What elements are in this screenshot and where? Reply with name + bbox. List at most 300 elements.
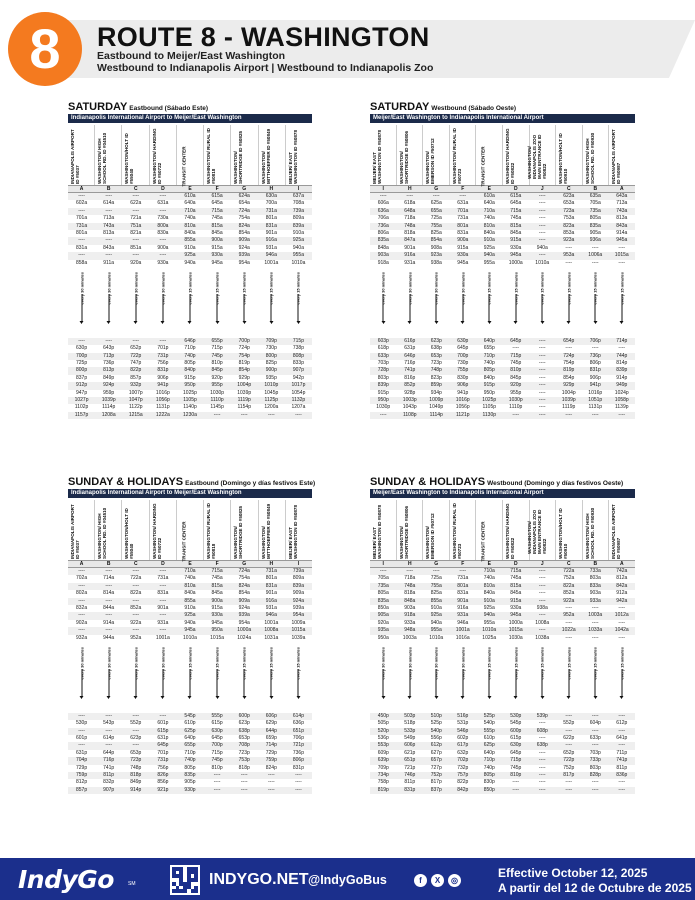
- time-cell: 758p: [377, 779, 389, 786]
- time-cell: 901a: [457, 597, 469, 604]
- time-cell: 930a: [157, 259, 169, 266]
- time-cell: ----: [132, 568, 140, 574]
- frequency-column: [68, 270, 95, 336]
- time-cell: 705a: [377, 575, 389, 582]
- time-cell: 715a: [211, 568, 223, 574]
- time-cell: 713a: [616, 200, 628, 207]
- stop-letter: I: [297, 186, 300, 192]
- time-cell: 850a: [377, 604, 389, 611]
- time-cell: 1131p: [156, 404, 170, 411]
- time-cell: 803p: [589, 764, 601, 771]
- time-cell: 924p: [103, 382, 115, 389]
- time-cell: 701a: [75, 215, 88, 222]
- time-cell: 1110p: [210, 397, 224, 404]
- time-cell: 940a: [483, 612, 495, 619]
- time-cell: 657p: [430, 757, 442, 764]
- time-cell: 654p: [563, 337, 575, 344]
- time-cell: 900p: [265, 367, 277, 374]
- stop-name: TRANSIT CENTER: [181, 146, 187, 187]
- time-cell: ----: [105, 337, 112, 344]
- time-cell: 939a: [292, 604, 304, 611]
- time-cell: ----: [132, 612, 140, 619]
- time-cell: 940a: [184, 259, 196, 266]
- frequency-column: [285, 645, 312, 711]
- stop-header: [526, 500, 556, 560]
- time-cell: ----: [295, 786, 302, 793]
- time-cell: 828p: [589, 772, 601, 779]
- time-cell: 823a: [563, 222, 575, 229]
- table-row: [68, 230, 312, 237]
- table-row: [68, 397, 312, 404]
- time-cell: ----: [538, 575, 546, 582]
- time-cell: 608p: [536, 727, 548, 734]
- time-cell: 1039p: [561, 397, 576, 404]
- time-cell: 1001a: [455, 627, 470, 634]
- time-cell: ----: [538, 582, 546, 589]
- down-arrow-icon: [135, 669, 136, 697]
- time-cell: 852a: [130, 604, 142, 611]
- table-row: [68, 568, 312, 575]
- table-row: [370, 237, 635, 244]
- time-cell: ----: [105, 727, 112, 734]
- time-cell: ----: [267, 786, 275, 793]
- time-cell: 653p: [238, 735, 250, 742]
- stop-letter: D: [513, 561, 518, 567]
- website-link[interactable]: INDYGO.NET: [209, 871, 309, 888]
- time-cell: ----: [295, 411, 302, 418]
- time-cell: 819p: [377, 786, 389, 793]
- time-cell: 805a: [377, 590, 389, 597]
- time-cell: 722p: [563, 757, 575, 764]
- time-cell: ----: [565, 604, 573, 611]
- time-cell: 734p: [377, 772, 389, 779]
- stop-header: [203, 125, 230, 185]
- table-row: [68, 590, 312, 597]
- table-row: [370, 382, 635, 389]
- stop-name: INDIANAPOLIS AIRPORT ID #50987: [611, 129, 622, 184]
- time-cell: 930a: [211, 612, 223, 619]
- time-cell: 809a: [292, 575, 304, 582]
- time-cell: 645a: [211, 200, 223, 207]
- table-row: [370, 765, 635, 772]
- stop-letter: G: [434, 186, 439, 192]
- time-rows: [370, 338, 635, 419]
- down-arrow-icon: [271, 669, 272, 697]
- down-arrow-icon: [436, 669, 437, 697]
- stop-header: [475, 500, 502, 560]
- table-row: [370, 713, 635, 720]
- time-cell: 805p: [184, 360, 196, 367]
- time-cell: 655p: [184, 742, 196, 749]
- table-row: [68, 237, 312, 244]
- time-cell: 718a: [404, 575, 416, 582]
- time-cell: ----: [78, 207, 85, 214]
- time-cell: ----: [618, 712, 626, 719]
- time-cell: 740a: [483, 215, 495, 222]
- time-cell: 701p: [157, 345, 169, 352]
- time-cell: 858a: [75, 259, 88, 266]
- table-row: [370, 367, 635, 374]
- time-cell: 622a: [130, 200, 142, 207]
- time-cell: ----: [159, 612, 167, 619]
- time-cell: 646p: [184, 337, 196, 344]
- time-cell: 832p: [103, 779, 115, 786]
- time-cell: ----: [538, 389, 546, 396]
- stop-header: [68, 125, 94, 185]
- stop-header: [285, 500, 312, 560]
- time-cell: ----: [565, 727, 573, 734]
- stop-name: MEIJER/ EAST WASHINGTON ID #50878: [372, 129, 382, 184]
- stop-letter: I: [382, 561, 384, 567]
- time-cell: 955p: [510, 389, 522, 396]
- table-row: [68, 412, 312, 419]
- time-cell: 610a: [483, 193, 495, 199]
- time-cell: 630p: [211, 727, 223, 734]
- table-row: [370, 598, 635, 605]
- time-cell: 831p: [404, 786, 416, 793]
- time-cell: 802a: [75, 590, 88, 597]
- time-cell: 801a: [457, 582, 469, 589]
- time-cell: ----: [213, 786, 221, 793]
- frequency-label: every 15 minutes: [619, 646, 625, 680]
- stop-name: INDIANAPOLIS AIRPORT ID #5037: [70, 129, 80, 184]
- time-cell: 530p: [510, 712, 522, 719]
- time-cell: ----: [565, 619, 573, 626]
- time-cell: 952a: [130, 634, 142, 641]
- time-cell: 1145p: [210, 404, 224, 411]
- frequency-label: every 15 minutes: [592, 271, 598, 305]
- stop-headers: [68, 500, 312, 560]
- time-cell: 925a: [430, 612, 442, 619]
- table-row: [68, 245, 312, 252]
- time-cell: ----: [565, 712, 573, 719]
- time-cell: 910a: [430, 604, 442, 611]
- time-cell: 615p: [510, 735, 522, 742]
- time-cell: ----: [78, 612, 85, 619]
- x-icon[interactable]: X: [431, 874, 444, 887]
- frequency-label: every 15 minutes: [268, 271, 274, 305]
- frequency-column: [370, 645, 397, 711]
- time-cell: 723p: [130, 757, 142, 764]
- time-cell: 845a: [211, 590, 223, 597]
- time-cell: 831a: [457, 590, 469, 597]
- time-cell: 731p: [157, 352, 169, 359]
- frequency-block: [370, 645, 635, 711]
- time-cell: 1222a: [155, 411, 170, 418]
- time-cell: ----: [159, 193, 167, 199]
- frequency-label: every 15 minutes: [566, 271, 572, 305]
- time-cell: 741p: [404, 367, 416, 374]
- table-row: [370, 575, 635, 582]
- time-cell: 644p: [103, 749, 115, 756]
- stop-letter: J: [540, 186, 544, 192]
- stop-letter: B: [593, 186, 598, 192]
- time-cell: 1016p: [455, 397, 470, 404]
- time-cell: 1008a: [264, 627, 279, 634]
- time-cell: 602a: [75, 200, 88, 207]
- time-cell: 1003a: [588, 612, 603, 619]
- time-cell: 945a: [211, 619, 223, 626]
- table-row: [370, 787, 635, 794]
- time-cell: 745p: [211, 757, 223, 764]
- time-cell: 652p: [563, 749, 575, 756]
- time-cell: 814a: [103, 590, 115, 597]
- time-cell: 1047p: [128, 397, 143, 404]
- stop-name: WASHINGTON/ HIGH SCHOOL RD. ID #04510: [97, 132, 108, 184]
- stop-letter: G: [434, 561, 439, 567]
- time-cell: 950a: [211, 627, 223, 634]
- time-cell: 745a: [510, 575, 522, 582]
- table-row: [370, 345, 635, 352]
- time-cell: 631a: [157, 200, 169, 207]
- time-cell: ----: [105, 712, 112, 719]
- time-cell: 655a: [430, 207, 442, 214]
- down-arrow-icon: [621, 294, 622, 322]
- time-cell: ----: [538, 207, 546, 214]
- time-cell: 840p: [483, 374, 495, 381]
- time-cell: 817p: [563, 772, 575, 779]
- time-cell: 933a: [404, 619, 416, 626]
- table-row: [370, 742, 635, 749]
- time-cell: 615p: [211, 720, 223, 727]
- time-cell: 713a: [103, 215, 115, 222]
- time-cell: ----: [267, 779, 275, 786]
- table-row: [370, 260, 635, 267]
- time-cell: 900a: [211, 597, 223, 604]
- down-arrow-icon: [162, 294, 163, 322]
- time-cell: 645a: [510, 200, 522, 207]
- down-arrow-icon: [462, 294, 463, 322]
- time-cell: 724p: [563, 352, 575, 359]
- time-cell: 709p: [265, 337, 277, 344]
- stop-letter: H: [269, 186, 274, 192]
- stop-header: [258, 500, 285, 560]
- time-cell: 740p: [184, 352, 196, 359]
- time-cell: ----: [159, 627, 167, 634]
- time-cell: ----: [105, 237, 112, 244]
- time-cell: 724p: [238, 345, 250, 352]
- time-cell: 815a: [510, 582, 522, 589]
- time-cell: 822p: [130, 367, 142, 374]
- time-cell: 854a: [430, 237, 442, 244]
- time-cell: 936a: [589, 237, 601, 244]
- time-cell: 825a: [430, 590, 442, 597]
- table-row: [68, 200, 312, 207]
- time-cell: ----: [159, 237, 167, 244]
- time-cell: 1016p: [588, 389, 603, 396]
- social-handle[interactable]: @IndyGoBus: [308, 873, 387, 887]
- time-cell: 939a: [238, 612, 250, 619]
- stop-name: WASHINGTON/ HIGH SCHOOL RD. ID #50930: [584, 507, 595, 559]
- time-cell: 645p: [157, 742, 169, 749]
- time-cell: 806p: [292, 757, 304, 764]
- time-cell: 922a: [563, 597, 575, 604]
- time-cell: ----: [538, 200, 546, 207]
- frequency-column: [529, 270, 556, 336]
- time-cell: ----: [538, 215, 546, 222]
- frequency-label: every 15 minutes: [539, 646, 545, 680]
- frequency-block: [370, 270, 635, 336]
- time-cell: 939a: [238, 252, 250, 259]
- time-cell: 716p: [404, 360, 416, 367]
- time-cell: 729p: [265, 749, 277, 756]
- time-cell: ----: [591, 244, 599, 251]
- facebook-icon[interactable]: f: [414, 874, 427, 887]
- time-cell: ----: [565, 259, 573, 266]
- time-cell: 906p: [457, 382, 469, 389]
- time-cell: ----: [132, 237, 140, 244]
- time-cell: 624a: [238, 193, 250, 199]
- frequency-label: every 15 minutes: [513, 646, 519, 680]
- down-arrow-icon: [244, 669, 245, 697]
- time-cell: 821a: [130, 229, 142, 236]
- frequency-label: every 15 minutes: [619, 271, 625, 305]
- time-cell: 740p: [483, 360, 495, 367]
- stop-header: [176, 125, 203, 185]
- time-cell: 932a: [75, 634, 88, 641]
- stop-name: MEIJER/ EAST WASHINGTON ID #50878: [287, 504, 298, 559]
- time-cell: ----: [105, 582, 112, 589]
- time-cell: 1110p: [509, 404, 523, 411]
- stop-header: [149, 125, 176, 185]
- time-cell: 546p: [457, 727, 469, 734]
- time-cell: 837p: [430, 786, 442, 793]
- time-cell: 755a: [430, 582, 442, 589]
- time-cell: ----: [618, 786, 626, 793]
- time-cell: ----: [78, 237, 85, 244]
- time-cell: 840a: [483, 229, 495, 236]
- down-arrow-icon: [409, 294, 410, 322]
- time-cell: ----: [591, 779, 599, 786]
- time-cell: 818a: [404, 590, 416, 597]
- time-cell: 752p: [563, 764, 575, 771]
- stop-header: [230, 125, 257, 185]
- time-cell: 714p: [265, 742, 277, 749]
- time-cell: 914p: [616, 374, 628, 381]
- time-cell: 708a: [292, 200, 304, 207]
- time-cell: 724a: [238, 568, 250, 574]
- frequency-column: [450, 645, 477, 711]
- time-cell: 1012a: [614, 612, 629, 619]
- time-cell: 842p: [457, 786, 469, 793]
- route-number-badge: 8: [8, 12, 82, 86]
- time-cell: 955a: [430, 627, 442, 634]
- time-cell: 740a: [483, 575, 495, 582]
- time-cell: 813a: [103, 229, 115, 236]
- time-cell: 1122p: [129, 404, 143, 411]
- time-cell: 930p: [184, 786, 196, 793]
- qr-code-icon[interactable]: [170, 865, 200, 895]
- time-cell: ----: [618, 604, 626, 611]
- time-cell: 1039a: [291, 634, 306, 641]
- time-cell: 923a: [563, 237, 575, 244]
- time-cell: 727p: [430, 764, 442, 771]
- time-cell: ----: [538, 568, 546, 574]
- time-cell: 710p: [184, 345, 196, 352]
- instagram-icon[interactable]: ◎: [448, 874, 461, 887]
- time-cell: 920a: [130, 259, 142, 266]
- table-row: [68, 742, 312, 749]
- stop-letter: J: [540, 561, 544, 567]
- time-cell: 830p: [457, 374, 469, 381]
- time-cell: 1003a: [402, 634, 417, 641]
- time-cell: 801a: [75, 229, 88, 236]
- stop-headers: [370, 125, 635, 185]
- stop-header: [449, 125, 476, 185]
- time-cell: 824p: [265, 764, 277, 771]
- down-arrow-icon: [515, 294, 516, 322]
- time-cell: ----: [295, 779, 302, 786]
- time-cell: 740a: [184, 575, 196, 582]
- time-cell: 746p: [404, 772, 416, 779]
- time-cell: 811p: [404, 779, 416, 786]
- time-cell: 549p: [404, 735, 416, 742]
- down-arrow-icon: [383, 669, 384, 697]
- frequency-column: [476, 270, 503, 336]
- time-cell: 1039p: [237, 389, 252, 396]
- page-title: ROUTE 8 - WASHINGTON: [97, 22, 430, 52]
- time-cell: ----: [105, 568, 112, 574]
- time-cell: ----: [512, 345, 520, 352]
- time-cell: 945a: [616, 237, 628, 244]
- time-cell: 818p: [130, 772, 142, 779]
- time-cell: 800a: [157, 222, 169, 229]
- time-cell: 945a: [457, 259, 469, 266]
- time-cell: ----: [240, 779, 248, 786]
- time-cell: 643a: [616, 193, 628, 199]
- time-cell: 715a: [211, 207, 223, 214]
- time-cell: 920p: [510, 382, 522, 389]
- stop-name: WASHINGTON/ SHORTRIDGE ID #50825: [233, 505, 244, 559]
- stop-header: [258, 125, 285, 185]
- time-cell: 901a: [157, 604, 169, 611]
- time-cell: 902a: [75, 619, 88, 626]
- time-cell: 903a: [589, 590, 601, 597]
- time-cell: ----: [78, 627, 85, 634]
- time-cell: 1004p: [237, 382, 252, 389]
- frequency-label: every 15 minutes: [187, 646, 193, 680]
- down-arrow-icon: [244, 294, 245, 322]
- time-cell: 729p: [75, 764, 88, 771]
- time-cell: 813a: [616, 215, 628, 222]
- time-cell: 805p: [483, 367, 495, 374]
- stop-letter: F: [215, 561, 219, 567]
- time-cell: 842a: [616, 582, 628, 589]
- frequency-column: [370, 270, 397, 336]
- time-cell: 752a: [563, 575, 575, 582]
- time-cell: 701a: [457, 207, 469, 214]
- time-cell: 839a: [292, 582, 304, 589]
- table-row: [68, 208, 312, 215]
- stop-name: WASHINGTON/ RURAL ID #50818: [206, 128, 217, 184]
- stop-letter: F: [461, 561, 465, 567]
- stop-letter: A: [79, 561, 84, 567]
- time-cell: 920a: [377, 619, 389, 626]
- time-cell: 623p: [238, 720, 250, 727]
- time-cell: 945a: [184, 627, 196, 634]
- time-cell: 721p: [292, 742, 304, 749]
- time-cell: ----: [78, 337, 85, 344]
- time-cell: 636p: [292, 720, 304, 727]
- time-cell: 847a: [404, 237, 416, 244]
- time-cell: 845a: [510, 590, 522, 597]
- table-row: [68, 779, 312, 786]
- stop-letter: D: [161, 186, 165, 192]
- time-cell: 813p: [103, 367, 115, 374]
- table-row: [68, 787, 312, 794]
- time-cell: 831p: [589, 367, 601, 374]
- time-cell: ----: [538, 735, 546, 742]
